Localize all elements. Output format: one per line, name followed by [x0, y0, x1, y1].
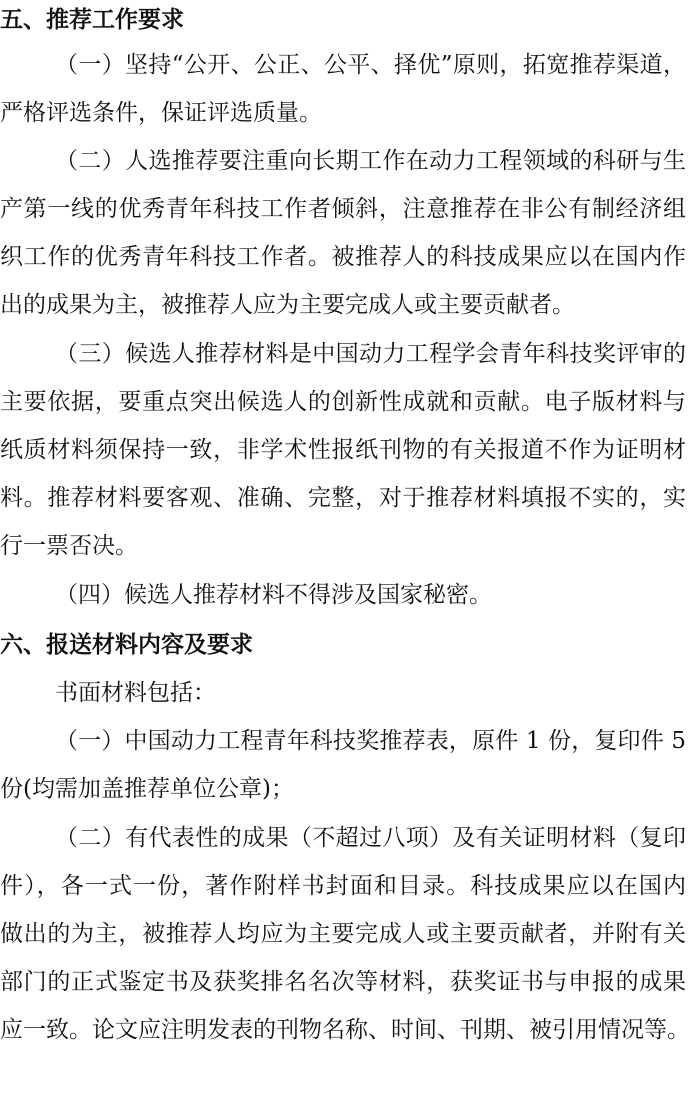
- section-6-heading: 六、报送材料内容及要求: [0, 632, 253, 658]
- section-6-p2-line-5: 应一致。论文应注明发表的刊物名称、时间、刊期、被引用情况等。: [0, 1017, 690, 1043]
- section-6-p2-line-2: 件），各一式一份，著作附样书封面和目录。科技成果应以在国内: [0, 873, 686, 899]
- section-5-p2-line-2: 产第一线的优秀青年科技工作者倾斜，注意推荐在非公有制经济组: [0, 196, 686, 222]
- section-6-p2-line-4: 部门的正式鉴定书及获奖排名名次等材料，获奖证书与申报的成果: [0, 969, 686, 995]
- section-5-p3-line-3: 纸质材料须保持一致，非学术性报纸刊物的有关报道不作为证明材: [0, 437, 686, 463]
- section-6-p1-line-2: 份(均需加盖推荐单位公章)；: [0, 776, 294, 802]
- section-6-p2-line-3: 做出的为主，被推荐人均应为主要完成人或主要贡献者，并附有关: [0, 921, 686, 947]
- section-6-intro: 书面材料包括：: [55, 680, 216, 706]
- section-5-p3-line-1: （三）候选人推荐材料是中国动力工程学会青年科技奖评审的: [55, 341, 686, 367]
- section-5-p2-line-3: 织工作的优秀青年科技工作者。被推荐人的科技成果应以在国内作: [0, 244, 686, 270]
- section-5-p2-line-4: 出的成果为主，被推荐人应为主要完成人或主要贡献者。: [0, 292, 575, 318]
- section-5-p1-line-1: （一）坚持“公开、公正、公平、择优”原则，拓宽推荐渠道，: [55, 52, 686, 78]
- section-5-p1-line-2: 严格评选条件，保证评选质量。: [0, 100, 322, 126]
- section-5-p3-line-4: 料。推荐材料要客观、准确、完整，对于推荐材料填报不实的，实: [0, 485, 686, 511]
- section-5-p3-line-2: 主要依据，要重点突出候选人的创新性成就和贡献。电子版材料与: [0, 389, 686, 415]
- section-5-p2-line-1: （二）人选推荐要注重向长期工作在动力工程领域的科研与生: [55, 148, 686, 174]
- section-6-p2-line-1: （二）有代表性的成果（不超过八项）及有关证明材料（复印: [55, 825, 686, 851]
- section-6-p1-line-1: （一）中国动力工程青年科技奖推荐表，原件 1 份，复印件 5: [55, 728, 686, 754]
- section-5-p4-line-1: （四）候选人推荐材料不得涉及国家秘密。: [55, 582, 492, 608]
- section-5-p3-line-5: 行一票否决。: [0, 533, 138, 559]
- section-5-heading: 五、推荐工作要求: [0, 7, 184, 33]
